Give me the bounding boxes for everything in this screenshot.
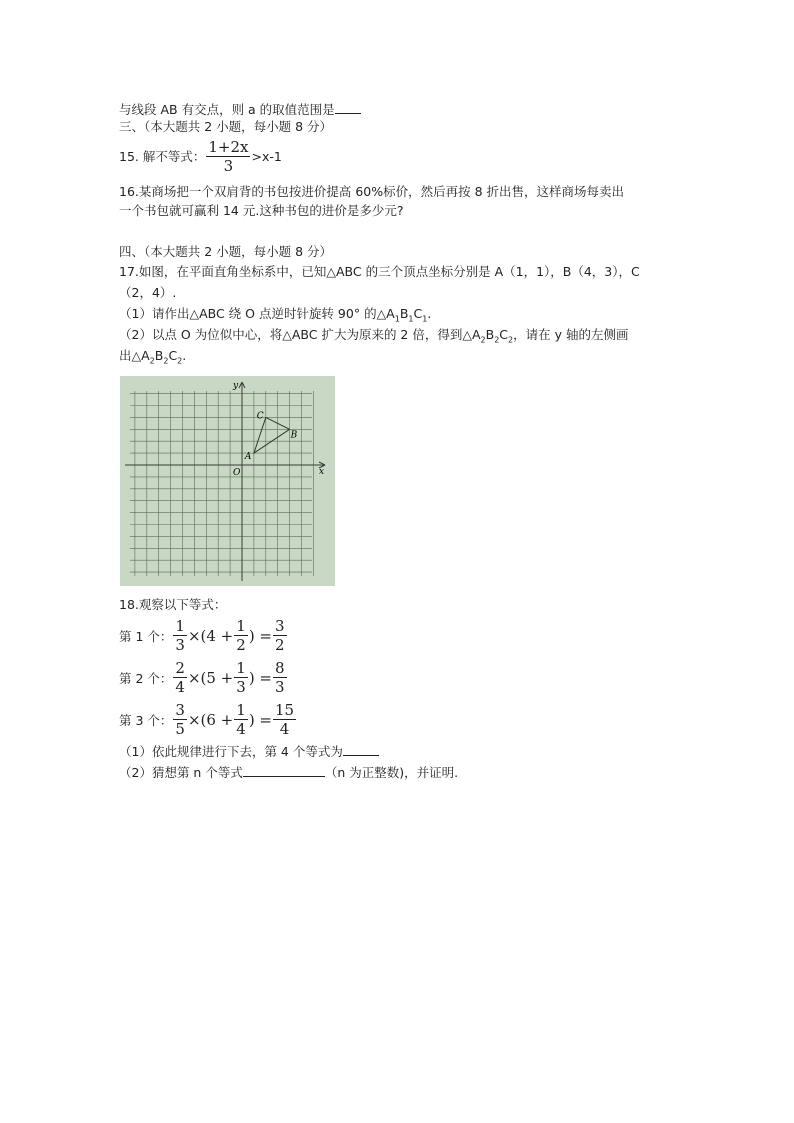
question-17-part1: （1）请作出△ABC 绕 O 点逆时针旋转 90° 的$\triangle A_1B_1C_1$. — [119, 306, 432, 324]
coordinate-grid-figure — [120, 376, 335, 586]
point-c-label: C — [256, 411, 264, 422]
question-17-part2-cont: 出$\triangle A_2B_2C_2$. — [119, 348, 187, 366]
answer-blank[interactable] — [335, 101, 361, 114]
y-axis-label: y — [233, 381, 239, 391]
q15-fraction: $\frac{1+2x}{3}$ — [208, 138, 249, 175]
question-18-part2: （2）猜想第 n 个等式 （n 为正整数)，并证明. — [119, 765, 459, 780]
grid-background — [120, 376, 335, 586]
question-17-line1: 17.如图，在平面直角坐标系中，已知△ABC 的三个顶点坐标分别是 A（1，1），B（4，3），C — [119, 264, 640, 279]
x-axis-label: x — [319, 467, 325, 477]
equation-3: 第 3 个： $\frac{3}{5}$ ×(6 + $\frac{1}{4}$ ) = $\frac{15}{4}$ — [119, 701, 295, 738]
point-b-label: B — [290, 430, 298, 441]
line-range-question: 与线段 AB 有交点，则 a 的取值范围是 — [119, 101, 361, 118]
question-17-line2: （2，4）. — [119, 285, 177, 300]
point-a-label: A — [244, 452, 252, 463]
section-4-heading: 四、（本大题共 2 小题，每小题 8 分） — [119, 244, 333, 259]
question-18-intro: 18.观察以下等式： — [119, 597, 227, 612]
origin-label: O — [233, 468, 241, 478]
answer-blank[interactable] — [343, 743, 379, 756]
answer-blank[interactable] — [243, 764, 325, 777]
question-15: 15. 解不等式： $\frac{1+2x}{3}$ >x-1 — [119, 138, 282, 175]
question-17-part2: （2）以点 O 为位似中心，将△ABC 扩大为原来的 2 倍，得到$\triangle A_2B_2C_2$，请在 y 轴的左侧画 — [119, 327, 629, 345]
question-18-part1: （1）依此规律进行下去，第 4 个等式为 — [119, 743, 379, 760]
equation-2: 第 2 个： $\frac{2}{4}$ ×(5 + $\frac{1}{3}$ ) = $\frac{8}{3}$ — [119, 659, 285, 696]
section-3-heading: 三、（本大题共 2 小题，每小题 8 分） — [119, 119, 333, 134]
question-16-line2: 一个书包就可赢利 14 元.这种书包的进价是多少元? — [119, 203, 404, 218]
equation-1: 第 1 个： $\frac{1}{3}$ ×(4 + $\frac{1}{2}$ ) = $\frac{3}{2}$ — [119, 617, 285, 654]
question-16-line1: 16.某商场把一个双肩背的书包按进价提高 60%标价，然后再按 8 折出售，这样商场每卖出 — [119, 184, 625, 199]
